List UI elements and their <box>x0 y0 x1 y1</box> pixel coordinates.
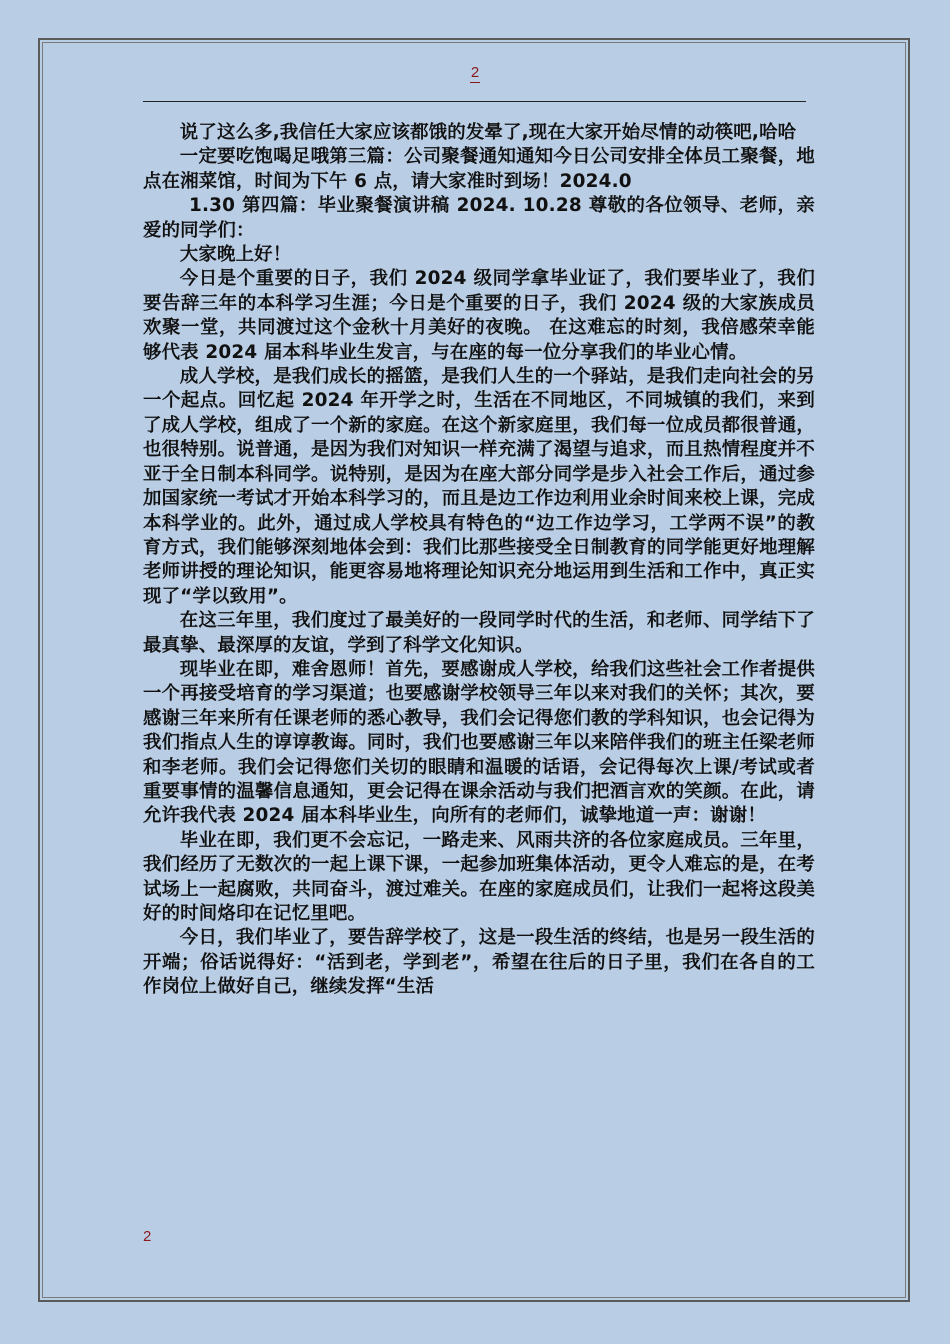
paragraph: 一定要吃饱喝足哦第三篇：公司聚餐通知通知今日公司安排全体员工聚餐，地点在湘菜馆，时间为下午 6 点，请大家准时到场！2024.0 <box>143 146 815 192</box>
document-body <box>143 121 815 1000</box>
paragraph: 今日，我们毕业了，要告辞学校了，这是一段生活的终结，也是另一段生活的开端；俗话说得好：“活到老，学到老”，希望在往后的日子里，我们在各自的工作岗位上做好自己，继续发挥“生活 <box>143 927 815 998</box>
footer-page-number: 2 <box>143 1228 152 1245</box>
paragraph: 毕业在即，我们更不会忘记，一路走来、风雨共济的各位家庭成员。三年里，我们经历了无数次的一起上课下课，一起参加班集体活动，更令人难忘的是，在考试场上一起腐败，共同奋斗，渡过难关。在座的家庭成员们，让我们一起将这段美好的时间烙印在记忆里吧。 <box>143 829 815 924</box>
header-page-number-text: 2 <box>470 64 480 81</box>
paragraph: 说了这么多,我信任大家应该都饿的发晕了,现在大家开始尽情的动筷吧,哈哈 <box>179 122 797 143</box>
paragraph: 成人学校，是我们成长的摇篮，是我们人生的一个驿站，是我们走向社会的另一个起点。回忆起 2024 年开学之时，生活在不同地区，不同城镇的我们，来到了成人学校，组成了一个新的家庭。在这个新家庭里，我们每一位成员都很普通，也很特别。说普通，是因为我们对知识一样充满了渴望与追求，而且热情程度并不亚于全日制本科同学。说特别，是因为在座大部分同学是步入社会工作后，通过参加国家统一考试才开始本科学习的，而且是边工作边利用业余时间来校上课，完成本科学业的。此外，通过成人学校具有特色的“边工作边学习，工学两不误”的教育方式，我们能够深刻地体会到：我们比那些接受全日制教育的同学能更好地理解老师讲授的理论知识，能更容易地将理论知识充分地运用到生活和工作中，真正实现了“学以致用”。 <box>143 366 815 607</box>
paragraph: 今日是个重要的日子，我们 2024 级同学拿毕业证了，我们要毕业了，我们要告辞三年的本科学习生涯；今日是个重要的日子，我们 2024 级的大家族成员欢聚一堂，共同渡过这个金秋十月美好的夜晚。 在这难忘的时刻，我倍感荣幸能够代表 2024 届本科毕业生发言，与在座的每一位分享我们的毕业心情。 <box>143 268 815 363</box>
header-divider <box>143 101 806 102</box>
paragraph: 大家晚上好！ <box>179 244 292 266</box>
header-page-number <box>0 64 950 83</box>
paragraph: 1.30 第四篇：毕业聚餐演讲稿 2024. 10.28 尊敬的各位领导、老师，亲爱的同学们： <box>143 195 815 241</box>
paragraph: 在这三年里，我们度过了最美好的一段同学时代的生活，和老师、同学结下了最真挚、最深厚的友谊，学到了科学文化知识。 <box>143 610 815 656</box>
paragraph: 现毕业在即，难舍恩师！首先，要感谢成人学校，给我们这些社会工作者提供一个再接受培育的学习渠道；也要感谢学校领导三年以来对我们的关怀；其次，要感谢三年来所有任课老师的悉心教导，我们会记得您们教的学科知识，也会记得为我们指点人生的谆谆教诲。同时，我们也要感谢三年以来陪伴我们的班主任梁老师和李老师。我们会记得您们关切的眼睛和温暖的话语，会记得每次上课/考试或者重要事情的温馨信息通知，更会记得在课余活动与我们把酒言欢的笑颜。在此，请允许我代表 2024 届本科毕业生，向所有的老师们，诚挚地道一声：谢谢！ <box>143 658 815 827</box>
